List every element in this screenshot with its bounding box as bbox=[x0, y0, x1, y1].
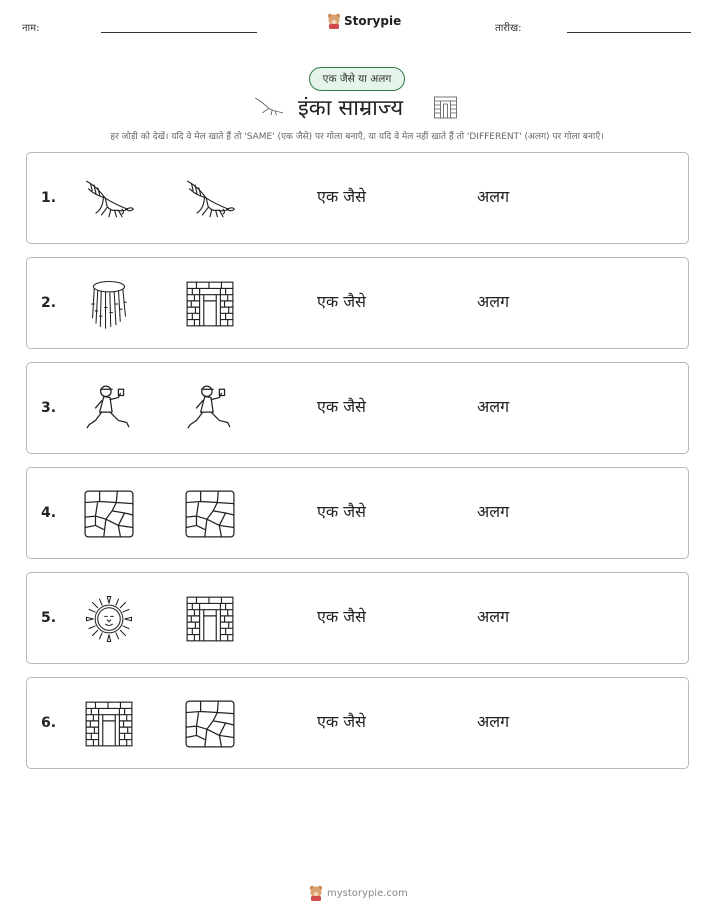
condor-icon bbox=[182, 173, 238, 225]
title-row bbox=[0, 92, 714, 124]
inca-gate-icon bbox=[182, 593, 238, 645]
bear-mascot-icon bbox=[327, 13, 341, 29]
question-row bbox=[26, 362, 689, 454]
date-line bbox=[567, 32, 691, 33]
name-label: नाम: bbox=[22, 23, 40, 34]
brand-name: Storypie bbox=[344, 14, 402, 28]
question-number: 4. bbox=[41, 505, 57, 521]
storypie-logo bbox=[327, 13, 401, 29]
same-option[interactable]: एक जैसे bbox=[317, 292, 366, 311]
quipu-icon bbox=[81, 278, 137, 330]
question-row bbox=[26, 677, 689, 769]
stone-wall-icon bbox=[182, 488, 238, 540]
activity-type-badge: एक जैसे या अलग bbox=[309, 67, 405, 91]
question-number: 2. bbox=[41, 295, 57, 311]
inca-gate-icon bbox=[81, 698, 137, 750]
different-option[interactable]: अलग bbox=[477, 607, 510, 626]
question-row bbox=[26, 257, 689, 349]
different-option[interactable]: अलग bbox=[477, 397, 510, 416]
date-label: तारीख: bbox=[495, 23, 522, 34]
name-line bbox=[101, 32, 257, 33]
same-option[interactable]: एक जैसे bbox=[317, 397, 366, 416]
question-row bbox=[26, 572, 689, 664]
stone-wall-icon bbox=[81, 488, 137, 540]
different-option[interactable]: अलग bbox=[477, 502, 510, 521]
inca-gate-icon bbox=[432, 95, 459, 120]
same-option[interactable]: एक जैसे bbox=[317, 187, 366, 206]
stone-wall-icon bbox=[182, 698, 238, 750]
question-row bbox=[26, 152, 689, 244]
inti-sun-icon bbox=[81, 593, 137, 645]
footer-url[interactable]: mystorypie.com bbox=[327, 887, 408, 899]
condor-icon bbox=[253, 94, 285, 120]
page-title: इंका साम्राज्य bbox=[298, 96, 404, 121]
question-number: 5. bbox=[41, 610, 57, 626]
different-option[interactable]: अलग bbox=[477, 292, 510, 311]
same-option[interactable]: एक जैसे bbox=[317, 502, 366, 521]
same-option[interactable]: एक जैसे bbox=[317, 607, 366, 626]
chasqui-runner-icon bbox=[182, 383, 238, 435]
bear-mascot-icon bbox=[309, 885, 323, 901]
question-number: 6. bbox=[41, 715, 57, 731]
instructions: हर जोड़ी को देखें। यदि वे मेल खाते हैं तो 'SAME' (एक जैसे) पर गोला बनाएँ, या यदि वे मेल नहीं खाते हैं तो 'DIFFERENT' (अलग) पर गोला बनाएँ। bbox=[110, 132, 604, 142]
condor-icon bbox=[81, 173, 137, 225]
different-option[interactable]: अलग bbox=[477, 712, 510, 731]
footer bbox=[309, 885, 408, 901]
same-option[interactable]: एक जैसे bbox=[317, 712, 366, 731]
inca-gate-icon bbox=[182, 278, 238, 330]
question-row bbox=[26, 467, 689, 559]
different-option[interactable]: अलग bbox=[477, 187, 510, 206]
question-number: 1. bbox=[41, 190, 57, 206]
chasqui-runner-icon bbox=[81, 383, 137, 435]
question-number: 3. bbox=[41, 400, 57, 416]
